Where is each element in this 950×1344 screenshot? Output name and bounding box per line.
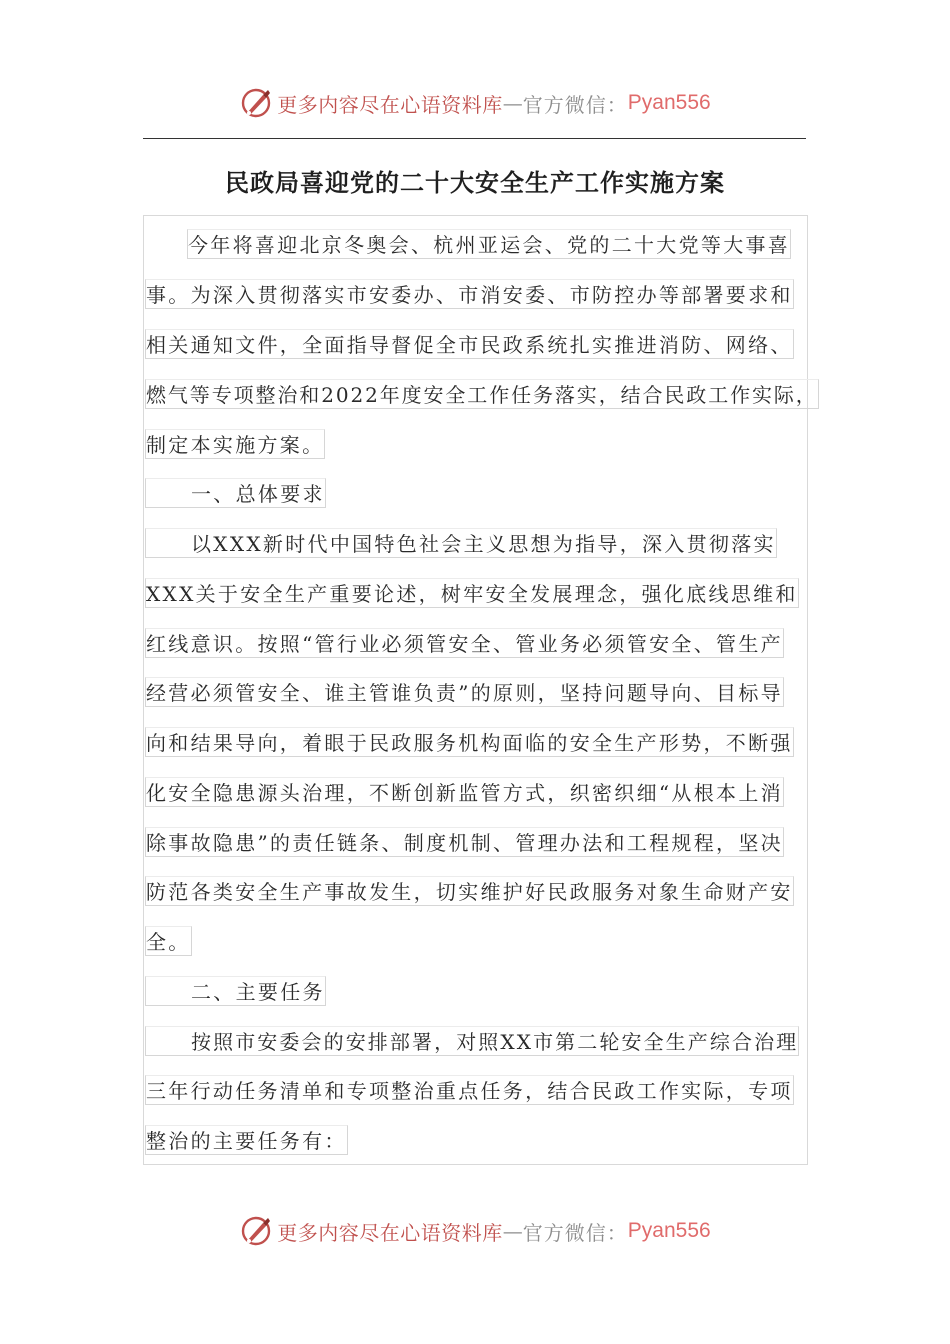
promo-dash: — <box>502 1219 523 1243</box>
body-line: 三年行动任务清单和专项整治重点任务，结合民政工作实际，专项 <box>145 1075 794 1105</box>
body-line: 燃气等专项整治和2022年度安全工作任务落实，结合民政工作实际， <box>145 379 819 409</box>
body-line: 化安全隐患源头治理，不断创新监管方式，织密织细“从根本上消 <box>145 777 784 807</box>
body-line: 按照市安委会的安排部署，对照XX市第二轮安全生产综合治理 <box>145 1026 799 1056</box>
wechat-label: 官方微信： <box>522 92 628 117</box>
section-heading: 二、主要任务 <box>145 976 326 1006</box>
footer-banner <box>0 1206 950 1256</box>
body-line: 红线意识。按照“管行业必须管安全、管业务必须管安全、管生产 <box>145 628 784 658</box>
pen-logo-icon <box>239 1214 273 1248</box>
wechat-handle: Pyan556 <box>627 1219 711 1242</box>
body-line: 全。 <box>145 926 192 956</box>
body-line: XXX关于安全生产重要论述，树牢安全发展理念，强化底线思维和 <box>145 578 799 608</box>
body-line: 今年将喜迎北京冬奥会、杭州亚运会、党的二十大党等大事喜 <box>187 229 791 259</box>
body-line: 制定本实施方案。 <box>145 429 325 459</box>
body-line: 除事故隐患”的责任链条、制度机制、管理办法和工程规程，坚决 <box>145 827 784 857</box>
body-line: 防范各类安全生产事故发生，切实维护好民政服务对象生命财产安 <box>145 876 794 906</box>
promo-text: 更多内容尽在心语资料库 <box>277 92 503 117</box>
body-line: 以XXX新时代中国特色社会主义思想为指导，深入贯彻落实 <box>145 528 777 558</box>
body-line: 相关通知文件，全面指导督促全市民政系统扎实推进消防、网络、 <box>145 329 794 359</box>
promo-text: 更多内容尽在心语资料库 <box>277 1220 503 1245</box>
wechat-label: 官方微信： <box>522 1220 628 1245</box>
pen-logo-icon <box>239 86 273 120</box>
header-divider <box>143 138 806 139</box>
body-line: 向和结果导向，着眼于民政服务机构面临的安全生产形势，不断强 <box>145 727 794 757</box>
wechat-handle: Pyan556 <box>627 91 711 114</box>
document-title: 民政局喜迎党的二十大安全生产工作实施方案 <box>225 168 725 197</box>
promo-dash: — <box>502 91 523 115</box>
section-heading: 一、总体要求 <box>145 478 326 508</box>
body-line: 经营必须管安全、谁主管谁负责”的原则，坚持问题导向、目标导 <box>145 677 784 707</box>
header-banner <box>0 78 950 128</box>
body-line: 事。为深入贯彻落实市安委办、市消安委、市防控办等部署要求和 <box>145 279 794 309</box>
body-line: 整治的主要任务有： <box>145 1125 348 1155</box>
